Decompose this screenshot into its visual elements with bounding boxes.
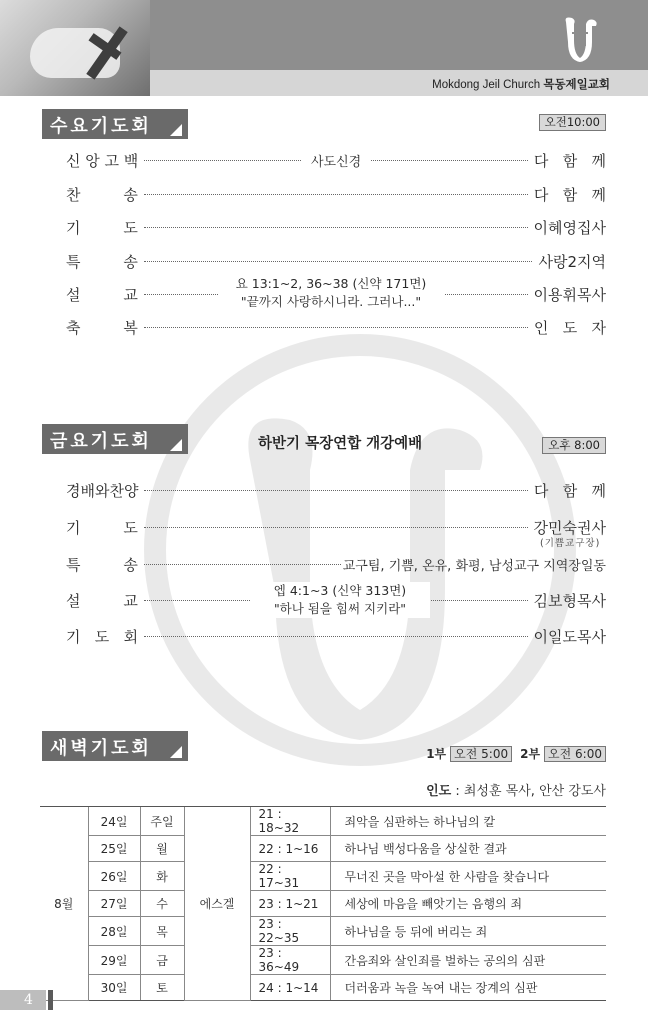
passage-cell: 24 : 1~14 [250,975,330,1001]
row-label: 기 도 [66,518,138,537]
session1-time: 오전 5:00 [450,746,512,762]
title-cell: 하나님 백성다움을 상실한 결과 [330,836,606,862]
row-label: 신 앙 고 백 [66,151,139,170]
row-label: 특 송 [66,555,138,574]
row-right: 교구팀, 기쁨, 온유, 화평, 남성교구 지역장일동 [342,558,606,574]
dawn-schedule-table [40,806,606,1001]
row-right: 사랑2지역 [538,252,606,271]
title-cell: 죄악을 심판하는 하나님의 칼 [330,807,606,836]
date-cell: 26일 [88,862,140,891]
row-label: 기 도 회 [66,627,139,646]
row-middle: 사도신경 [310,154,362,170]
church-name-korean: 목동제일교회 [543,79,610,91]
wednesday-row-special-song [66,250,606,272]
title-cell: 무너진 곳을 막아설 한 사람을 찾습니다 [330,862,606,891]
friday-subtitle: 하반기 목장연합 개강예배 [258,436,423,452]
row-label: 특 송 [66,252,138,271]
friday-row-worship [66,479,606,501]
wednesday-row-prayer [66,216,606,238]
dawn-section-title: 새벽기도회 [42,731,188,761]
title-cell: 하나님을 등 뒤에 버리는 죄 [330,917,606,946]
passage-cell: 23 : 1~21 [250,891,330,917]
table-row [40,862,606,891]
passage-cell: 23 : 22~35 [250,917,330,946]
passage-cell: 21 : 18~32 [250,807,330,836]
row-right: 이혜영집사 [533,218,606,237]
book-cell: 에스겔 [184,807,250,1001]
passage-cell: 22 : 17~31 [250,862,330,891]
dawn-schedule-times [426,745,606,762]
day-cell: 월 [140,836,184,862]
lyre-dove-logo-icon [552,14,608,64]
table-row [40,891,606,917]
title-cell: 세상에 마음을 빼앗기는 음행의 죄 [330,891,606,917]
friday-time-badge: 오후 8:00 [542,437,606,454]
date-cell: 28일 [88,917,140,946]
row-right: 이용휘목사 [533,285,606,304]
row-label: 기 도 [66,218,138,237]
friday-row-special-song [66,553,606,575]
date-cell: 30일 [88,975,140,1001]
lyre-dove-watermark-icon [140,330,580,770]
row-right: 다 함 께 [533,481,606,500]
praying-hands-photo [0,0,150,96]
session2-time: 오전 6:00 [544,746,606,762]
day-cell: 금 [140,946,184,975]
wednesday-time-badge: 오전10:00 [539,114,606,131]
wednesday-row-confession [66,149,606,171]
table-row [40,917,606,946]
row-right: 인 도 자 [533,318,606,337]
row-right: 다 함 께 [533,151,606,170]
day-cell: 주일 [140,807,184,836]
sermon-reference: 요 13:1~2, 36~38 (신약 171면) [235,276,427,291]
day-cell: 토 [140,975,184,1001]
wednesday-section-title: 수요기도회 [42,109,188,139]
row-label: 설 교 [66,591,138,610]
date-cell: 27일 [88,891,140,917]
day-cell: 화 [140,862,184,891]
page-header [0,0,648,96]
table-row [40,975,606,1001]
dawn-leader [426,780,606,799]
table-row [40,807,606,836]
sermon-title: "끝까지 사랑하시니라. 그러나..." [240,294,422,309]
row-right: 강민숙권사 [533,518,606,537]
title-cell: 간음죄와 살인죄를 벌하는 공의의 심판 [330,946,606,975]
row-label: 축 복 [66,318,138,337]
friday-sermon-text [250,582,430,618]
friday-row-prayer [66,516,606,538]
row-label: 찬 송 [66,185,138,204]
row-right: 다 함 께 [533,185,606,204]
date-cell: 25일 [88,836,140,862]
passage-cell: 22 : 1~16 [250,836,330,862]
row-right: 이일도목사 [533,627,606,646]
table-row [40,946,606,975]
page-number-bar [48,990,53,1010]
wednesday-row-blessing [66,316,606,338]
month-cell: 8월 [40,807,88,1001]
wednesday-sermon-text [218,275,444,311]
sermon-reference: 엡 4:1~3 (신약 313면) [273,583,407,598]
table-row [40,836,606,862]
date-cell: 29일 [88,946,140,975]
day-cell: 수 [140,891,184,917]
friday-prayer-note: (기쁨교구장) [540,538,601,549]
page-number: 4 [0,990,46,1010]
leader-value: : 최성훈 목사, 안산 강도사 [451,784,606,799]
church-name-english: Mokdong Jeil Church [432,79,541,91]
church-name [432,76,610,92]
session1-label: 1부 [426,747,447,761]
wednesday-row-hymn [66,183,606,205]
leader-label: 인도 [426,784,452,799]
row-label: 경배와찬양 [66,481,139,500]
date-cell: 24일 [88,807,140,836]
friday-row-prayer-meeting [66,625,606,647]
session2-label: 2부 [520,747,541,761]
day-cell: 목 [140,917,184,946]
row-label: 설 교 [66,285,138,304]
row-right: 김보형목사 [533,591,606,610]
sermon-title: "하나 됨을 힘써 지키라" [273,601,407,616]
title-cell: 더러움과 녹을 녹여 내는 장계의 심판 [330,975,606,1001]
friday-section-title: 금요기도회 [42,424,188,454]
passage-cell: 23 : 36~49 [250,946,330,975]
